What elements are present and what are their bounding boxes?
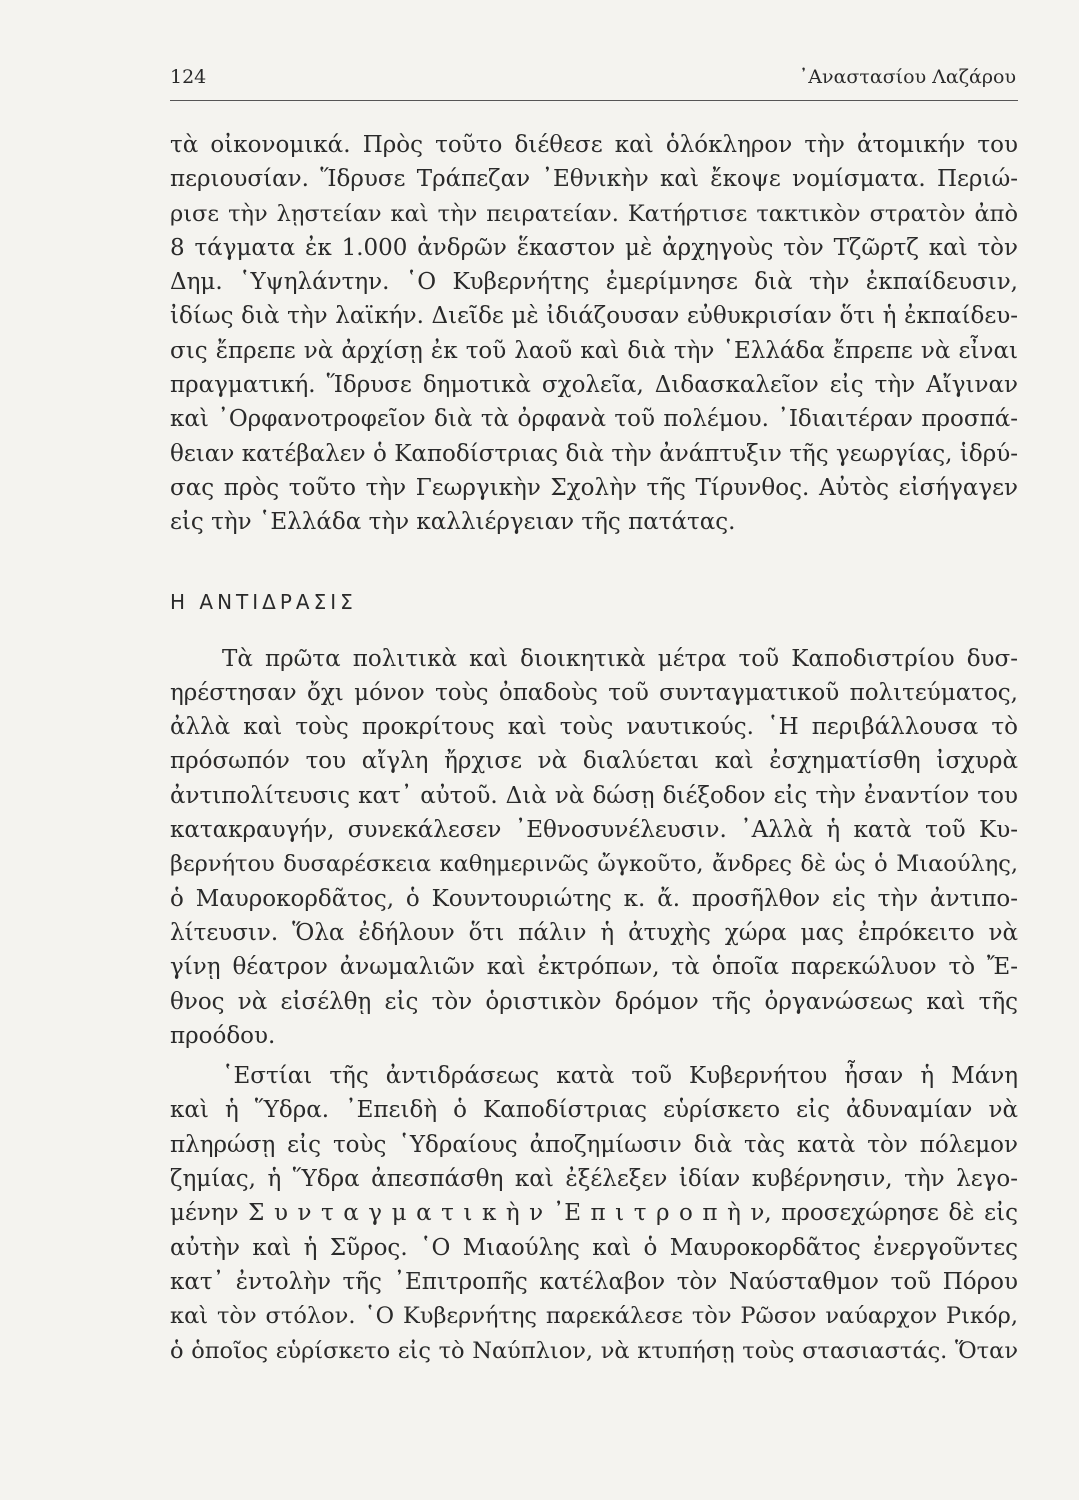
text-line: εἰς τὴν ῾Ελλάδα τὴν καλλιέργειαν τῆς πατάτας. — [170, 509, 736, 536]
text-line: γίνῃ θέατρον ἀνωμαλιῶν καὶ ἐκτρόπων, τὰ ὁποῖα παρεκώλυον τὸ Ἔ- — [170, 954, 1018, 981]
text-line: αὐτὴν καὶ ἡ Σῦρος. ῾Ο Μιαούλης καὶ ὁ Μαυροκορδᾶτος ἐνεργοῦντες — [170, 1234, 1018, 1261]
text-line: θνος νὰ εἰσέλθῃ εἰς τὸν ὁριστικὸν δρόμον τῆς ὀργανώσεως καὶ τῆς — [170, 988, 1018, 1015]
text-line: ζημίας, ἡ Ὕδρα ἀπεσπάσθη καὶ ἐξέλεξεν ἰδίαν κυβέρνησιν, τὴν λεγο- — [170, 1166, 1018, 1193]
page-number: 124 — [170, 66, 207, 88]
text-line: σις ἔπρεπε νὰ ἀρχίσῃ ἐκ τοῦ λαοῦ καὶ διὰ τὴν ῾Ελλάδα ἔπρεπε νὰ εἶναι — [170, 337, 1018, 364]
text-line: ρισε τὴν λῃστείαν καὶ τὴν πειρατείαν. Κατήρτισε τακτικὸν στρατὸν ἀπὸ — [170, 200, 1018, 227]
running-header — [170, 66, 1016, 88]
section-heading: Η ΑΝΤΙΔΡΑΣΙΣ — [170, 589, 357, 614]
text-line: θειαν κατέβαλεν ὁ Καποδίστριας διὰ τὴν ἀνάπτυξιν τῆς γεωργίας, ἱδρύ- — [170, 440, 1018, 467]
text-line: βερνήτου δυσαρέσκεια καθημερινῶς ὤγκοῦτο, ἄνδρες δὲ ὡς ὁ Μιαούλης, — [170, 851, 1018, 878]
text-line: 8 τάγματα ἐκ 1.000 ἀνδρῶν ἕκαστον μὲ ἀρχηγοὺς τὸν Τζῶρτζ καὶ τὸν — [170, 234, 1018, 261]
text-line: ἀντιπολίτευσις κατ᾽ αὐτοῦ. Διὰ νὰ δώσῃ διέξοδον εἰς τὴν ἐναντίον του — [170, 782, 1018, 809]
text-line: πληρώσῃ εἰς τοὺς ῾Υδραίους ἀποζημίωσιν διὰ τὰς κατὰ τὸν πόλεμον — [170, 1131, 1018, 1158]
running-title: ᾽Αναστασίου Λαζάρου — [798, 66, 1016, 88]
page-body — [170, 128, 1018, 1368]
text-line: κατ᾽ ἐντολὴν τῆς ᾽Επιτροπῆς κατέλαβον τὸν Ναύσταθμον τοῦ Πόρου — [170, 1268, 1018, 1295]
text-line: ηρέστησαν ὄχι μόνον τοὺς ὀπαδοὺς τοῦ συνταγματικοῦ πολιτεύματος, — [170, 679, 1018, 706]
text-line: ὁ Μαυροκορδᾶτος, ὁ Κουντουριώτης κ. ἄ. προσῆλθον εἰς τὴν ἀντιπο- — [170, 885, 1018, 912]
text-line: Τὰ πρῶτα πολιτικὰ καὶ διοικητικὰ μέτρα τοῦ Καποδιστρίου δυσ- — [222, 645, 1018, 672]
text-line: λίτευσιν. Ὅλα ἐδήλουν ὅτι πάλιν ἡ ἀτυχὴς χώρα μας ἐπρόκειτο νὰ — [170, 919, 1018, 946]
text-line: ἰδίως διὰ τὴν λαϊκήν. Διεῖδε μὲ ἰδιάζουσαν εὐθυκρισίαν ὅτι ἡ ἐκπαίδευ- — [170, 303, 1018, 330]
text-line: καὶ ᾽Ορφανοτροφεῖον διὰ τὰ ὀρφανὰ τοῦ πολέμου. ᾽Ιδιαιτέραν προσπά- — [170, 406, 1018, 433]
paragraph-3 — [170, 1059, 1018, 1368]
text-line: ῾Εστίαι τῆς ἀντιδράσεως κατὰ τοῦ Κυβερνήτου ἦσαν ἡ Μάνη — [222, 1063, 1018, 1090]
text-line: ὁ ὁποῖος εὑρίσκετο εἰς τὸ Ναύπλιον, νὰ κτυπήσῃ τοὺς στασιαστάς. Ὅταν — [170, 1337, 1018, 1364]
text-line: σας πρὸς τοῦτο τὴν Γεωργικὴν Σχολὴν τῆς Τίρυνθος. Αὐτὸς εἰσήγαγεν — [170, 474, 1018, 501]
text-line: καὶ τὸν στόλον. ῾Ο Κυβερνήτης παρεκάλεσε τὸν Ρῶσον ναύαρχον Ρικόρ, — [170, 1303, 1018, 1330]
text-line: πρόσωπόν του αἴγλη ἤρχισε νὰ διαλύεται καὶ ἐσχηματίσθη ἰσχυρὰ — [170, 748, 1018, 775]
text-line: ἀλλὰ καὶ τοὺς προκρίτους καὶ τοὺς ναυτικούς. ῾Η περιβάλλουσα τὸ — [170, 714, 1018, 741]
text-line: καὶ ἡ Ὕδρα. ᾽Επειδὴ ὁ Καποδίστριας εὑρίσκετο εἰς ἀδυναμίαν νὰ — [170, 1097, 1018, 1124]
text-line: τὰ οἰκονομικά. Πρὸς τοῦτο διέθεσε καὶ ὁλόκληρον τὴν ἀτομικήν του — [170, 132, 1018, 158]
text-line: περιουσίαν. Ἵδρυσε Τράπεζαν ᾽Εθνικὴν καὶ ἔκοψε νομίσματα. Περιώ- — [170, 166, 1018, 193]
text-line: Δημ. ῾Υψηλάντην. ῾Ο Κυβερνήτης ἐμερίμνησε διὰ τὴν ἐκπαίδευσιν, — [170, 269, 1018, 296]
text-line: μένην Σ υ ν τ α γ μ α τ ι κ ὴ ν ᾽Ε π ι τ ρ ο π ὴ ν, προσεχώρησε δὲ εἰς — [170, 1200, 1018, 1227]
text-line: πραγματική. Ἵδρυσε δημοτικὰ σχολεῖα, Διδασκαλεῖον εἰς τὴν Αἴγιναν — [170, 372, 1018, 399]
paragraph-1 — [170, 128, 1018, 540]
text-line: κατακραυγήν, συνεκάλεσεν ᾽Εθνοσυνέλευσιν. ᾽Αλλὰ ἡ κατὰ τοῦ Κυ- — [170, 817, 1018, 844]
text-line: προόδου. — [170, 1022, 276, 1049]
header-rule — [170, 100, 1018, 101]
paragraph-2 — [170, 642, 1018, 1054]
